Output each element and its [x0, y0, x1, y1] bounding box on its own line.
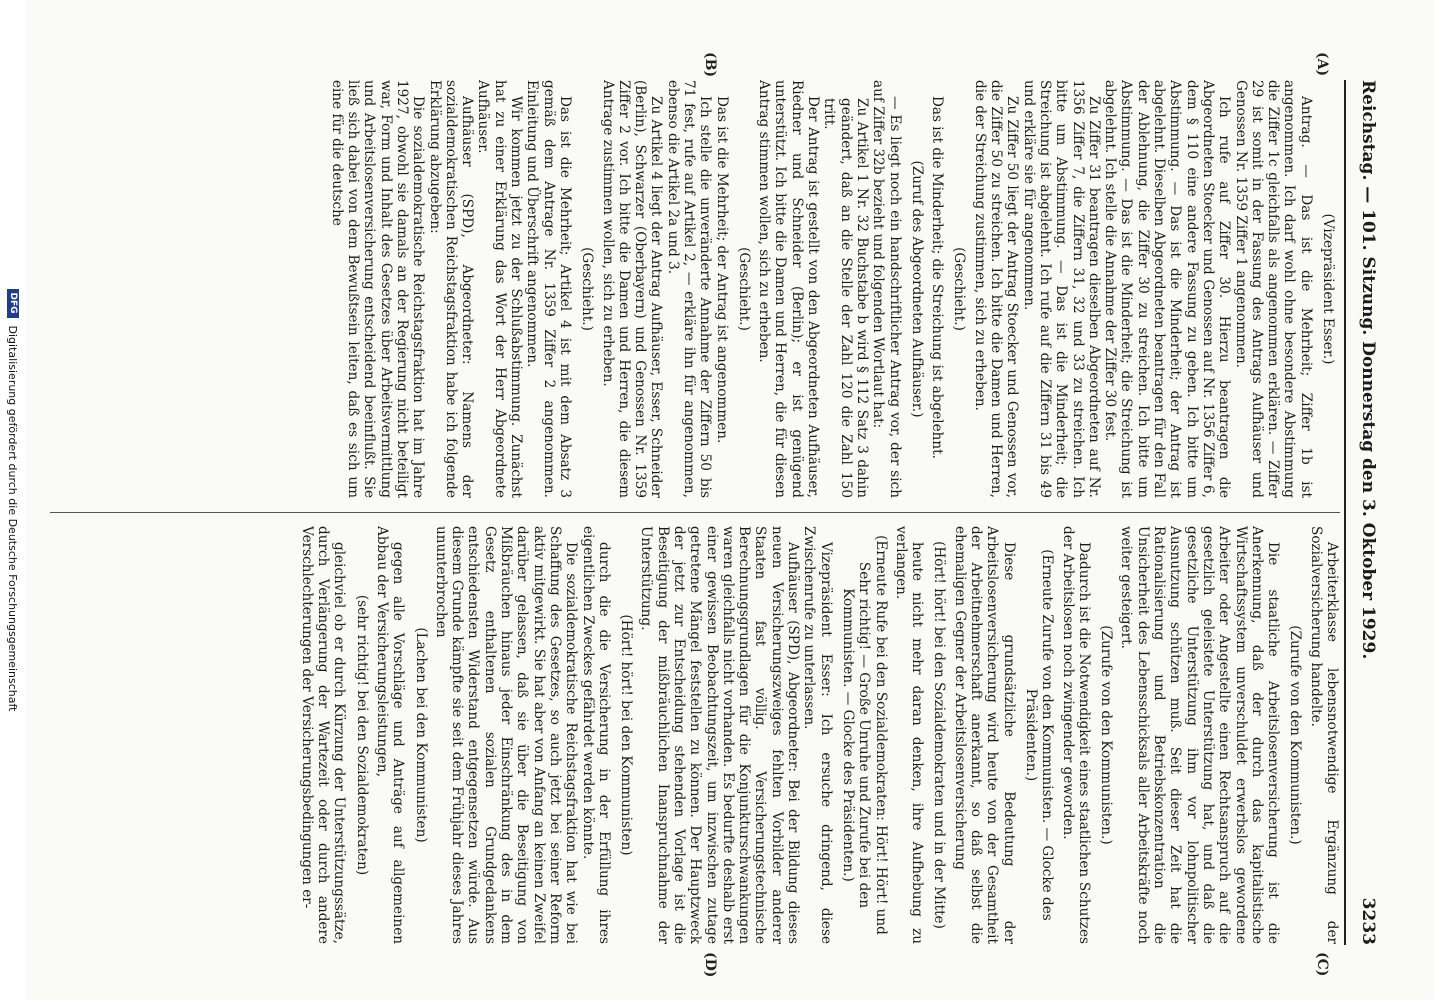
text-columns	[50, 80, 1340, 945]
column-divider	[50, 512, 1340, 513]
paragraph: durch die die Versicherung in der Erfüllung ihres eigentlichen Zweckes gefährdet werden könnte.	[579, 526, 612, 944]
stage-direction: (Zurufe von den Kommunisten.)	[1287, 625, 1304, 845]
paragraph: Das ist die Minderheit; die Streichung ist abgelehnt.	[929, 96, 946, 459]
paragraph: Dadurch ist die Notwendigkeit eines staatlichen Schutzes der Arbeitslosen noch zwingender geworden.	[1059, 526, 1092, 944]
stage-direction: (Geschieht.)	[951, 247, 968, 331]
stage-direction: (Zuruf des Abgeordneten Aufhäuser.)	[908, 160, 925, 418]
stage-direction: (Zurufe von den Kommunisten.)	[1098, 625, 1115, 845]
stage-direction: (Vizepräsident Esser.)	[1320, 213, 1336, 365]
footer-text: Digitalisierung gefördert durch die Deutsche Forschungsgemeinschaft	[6, 325, 20, 712]
paragraph: Die sozialdemokratische Reichstagsfraktion hat im Jahre 1927, obwohl sie damals an der Regierung nicht beteiligt war, Form und Inhalt des Gesetzes über Arbeitsvermittlung und Arbeitslosenversicherung entscheidend beeinflußt. Sie ließ sich dabei von dem Bewußtsein leiten, daß es sich um eine für die deutsche	[328, 80, 427, 498]
left-column	[50, 80, 1340, 498]
paragraph: — Es liegt noch ein handschriftlicher Antrag vor, der sich auf Ziffer 32b bezieht und folgenden Wortlaut hat:	[870, 80, 903, 498]
paragraph: Diese grundsätzliche Bedeutung der Arbeitslosenversicherung wird heute von der Gesamtheit der Arbeitnehmerschaft anerkannt, so daß selbst die ehemaligen Gegner der Arbeitslosenversicherung	[951, 526, 1017, 944]
paragraph: Die staatliche Arbeitslosenversicherung ist die Anerkennung, daß der durch das kapitalistische Wirtschaftssystem unverschuldet erwerbslos gewordene Arbeiter oder Angestellte einen Rechtsanspruch auf die gesetzlich geleistete Unterstützung hat, und daß die gesetzliche Unterstützung ihm vor lohnpolitischer Ausnutzung schützen muß. Seit dieser Zeit hat die Rationalisierung und Betriebskonzentration die Unsicherheit des Lebensschicksals aller Arbeitskräfte noch weiter gesteigert.	[1118, 526, 1282, 944]
paragraph: Ich rufe auf Ziffer 30. Hierzu beantragen die Abgeordneten Stoecker und Genossen auf Nr. 1356 Ziffer 6, dem § 110 eine andere Fassung zu geben. Ich bitte um Abstimmung. — Das ist die Minderheit; der Antrag ist abgelehnt. Dieselben Abgeordneten beantragen für den Fall der Ablehnung, die Ziffer 30 zu streichen. Ich bitte um Abstimmung. — Das ist die Minderheit; die Streichung ist abgelehnt. Ich stelle die Annahme der Ziffer 30 fest.	[1102, 80, 1233, 498]
dfg-logo: DFG	[7, 289, 19, 318]
margin-mark-b: (B)	[702, 52, 718, 78]
header-title: Reichstag. — 101. Sitzung. Donnerstag den 3. Oktober 1929.	[1358, 80, 1378, 660]
stage-direction: (Hört! hört! bei den Sozialdemokraten und in der Mitte)	[931, 541, 948, 929]
paragraph: Wir kommen jetzt zu der Schlußabstimmung. Zunächst hat zu einer Erklärung das Wort der Herr Abgeordnete Aufhäuser.	[475, 80, 525, 498]
margin-mark-c: (C)	[1314, 952, 1330, 977]
paragraph: Antrag. — Das ist die Mehrheit; Ziffer 1b ist angenommen. Ich darf wohl ohne besondere Abstimmung die Ziffer 1c gleichfalls als angenommen erklären. — Ziffer 29 ist somit in der Fassung des Antrags Aufhäuser und Genossen Nr. 1359 Ziffer 1 angenommen.	[1232, 80, 1314, 498]
stage-direction: (Geschieht.)	[579, 247, 596, 331]
paragraph: Die sozialdemokratische Reichstagsfraktion hat wie bei Schaffung des Gesetzes, so auch jetzt bei seiner Reform aktiv mitgewirkt. Sie hat aber von Anfang an keinen Zweifel darüber gelassen, daß sie über die Beseitigung von Mißbräuchen hinaus jeder Einschränkung des in dem Gesetz enthaltenen sozialen Grundgedankens entschiedensten Widerstand entgegensetzen würde. Aus diesem Grunde kämpfte sie seit dem Frühjahr dieses Jahres ununterbrochen	[432, 526, 580, 944]
digitization-footer	[0, 0, 26, 1000]
paragraph: Arbeiterklasse lebensnotwendige Ergänzung der Sozialversicherung handelte.	[1307, 526, 1340, 944]
paragraph: Der Antrag ist gestellt von den Abgeordneten Aufhäuser, Riedner und Schneider (Berlin); er ist genügend unterstützt. Ich bitte die Damen und Herren, die für diesen Antrag stimmen wollen, sich zu erheben.	[756, 80, 822, 498]
right-column	[50, 526, 1340, 944]
paragraph: Das ist die Mehrheit; der Antrag ist angenommen.	[713, 96, 730, 444]
margin-mark-a: (A)	[1314, 52, 1330, 77]
paragraph: Zu Ziffer 50 liegt der Antrag Stoecker und Genossen vor, die Ziffer 50 zu streichen. Ich bitte die Damen und Herren, die der Streichung zustimmen, sich zu erheben.	[971, 80, 1021, 498]
paragraph: Ich stelle die unveränderte Annahme der Ziffern 50 bis 71 fest, rufe auf Artikel 2, — erkläre ihn für angenommen, ebenso die Artikel 2a und 3.	[664, 80, 714, 498]
paragraph: Aufhäuser (SPD), Abgeordneter: Bei der Bildung dieses neuen Versicherungszweiges fehlten Vorbilder anderer Staaten fast völlig. Versicherungstechnische Berechnungsgrundlagen für die Konjunkturschwankungen waren gleichfalls nicht vorhanden. Es bedurfte deshalb erst einer gewissen Beobachtungszeit, um inzwischen zutage getretene Mängel feststellen zu können. Der Hauptzweck der jetzt zur Entscheidung stehenden Vorlage ist die Beseitigung der mißbräuchlichen Inanspruchnahme der Unterstützung.	[638, 526, 802, 944]
paragraph: Vizepräsident Esser: Ich ersuche dringend, diese Zwischenrufe zu unterlassen.	[801, 526, 834, 944]
stage-direction: (Hört! hört! bei den Kommunisten)	[618, 614, 635, 856]
paragraph: heute nicht mehr daran denken, ihre Aufhebung zu verlangen.	[892, 526, 926, 944]
stage-direction: (sehr richtig! bei den Sozialdemokraten)	[353, 594, 370, 876]
stage-direction: (Erneute Rufe bei den Sozialdemokraten: Hört! Hört! und Sehr richtig! — Große Unruhe und Zurufe bei den Kommunisten. — Glocke des Präsidenten.)	[839, 535, 889, 935]
paragraph: gegen alle Vorschläge und Anträge auf allgemeinen Abbau der Versicherungsleistungen,	[373, 526, 407, 944]
paragraph: Das ist die Mehrheit; Artikel 4 ist mit dem Absatz 3 gemäß dem Antrage Nr. 1359 Ziffer 2 angenommen. Einleitung und Überschrift angenommen.	[524, 80, 573, 498]
paragraph: Zu Artikel 4 liegt der Antrag Aufhäuser, Esser, Schneider (Berlin), Schwarzer (Oberbayern) und Genossen Nr. 1359 Ziffer 2 vor. Ich bitte die Damen und Herren, die diesem Antrage zustimmen wollen, sich zu erheben.	[599, 80, 665, 498]
margin-mark-d: (D)	[702, 952, 718, 978]
paragraph: gleichviel ob er durch Kürzung der Unterstützungssätze, durch Verlängerung der Wartezeit oder durch andere Verschlechterungen der Versicherungsbedingungen er-	[298, 526, 348, 944]
page-number: 3233	[1358, 897, 1378, 945]
page-header	[1344, 80, 1378, 945]
stage-direction: (Lachen bei den Kommunisten)	[412, 627, 429, 843]
paragraph: Aufhäuser (SPD), Abgeordneter: Namens der sozialdemokratischen Reichstagsfraktion habe ich folgende Erklärung abzugeben:	[426, 80, 476, 498]
stage-direction: (Geschieht.)	[735, 247, 752, 331]
paragraph: Zu Artikel 1 Nr. 32 Buchstabe b wird § 112 Satz 3 dahin geändert, daß an die Stelle der Zahl 120 die Zahl 150 tritt.	[821, 98, 870, 498]
paragraph: Zu Ziffer 31 beantragen dieselben Abgeordneten auf Nr. 1356 Ziffer 7, die Ziffern 31, 32 und 33 zu streichen. Ich bitte um Abstimmung. — Das ist die Minderheit; die Streichung ist abgelehnt. Ich rufe auf die Ziffern 31 bis 49 und erkläre sie für angenommen.	[1020, 80, 1102, 498]
stage-direction: (Erneute Zurufe von den Kommunisten. — Glocke des Präsidenten.)	[1022, 549, 1056, 921]
